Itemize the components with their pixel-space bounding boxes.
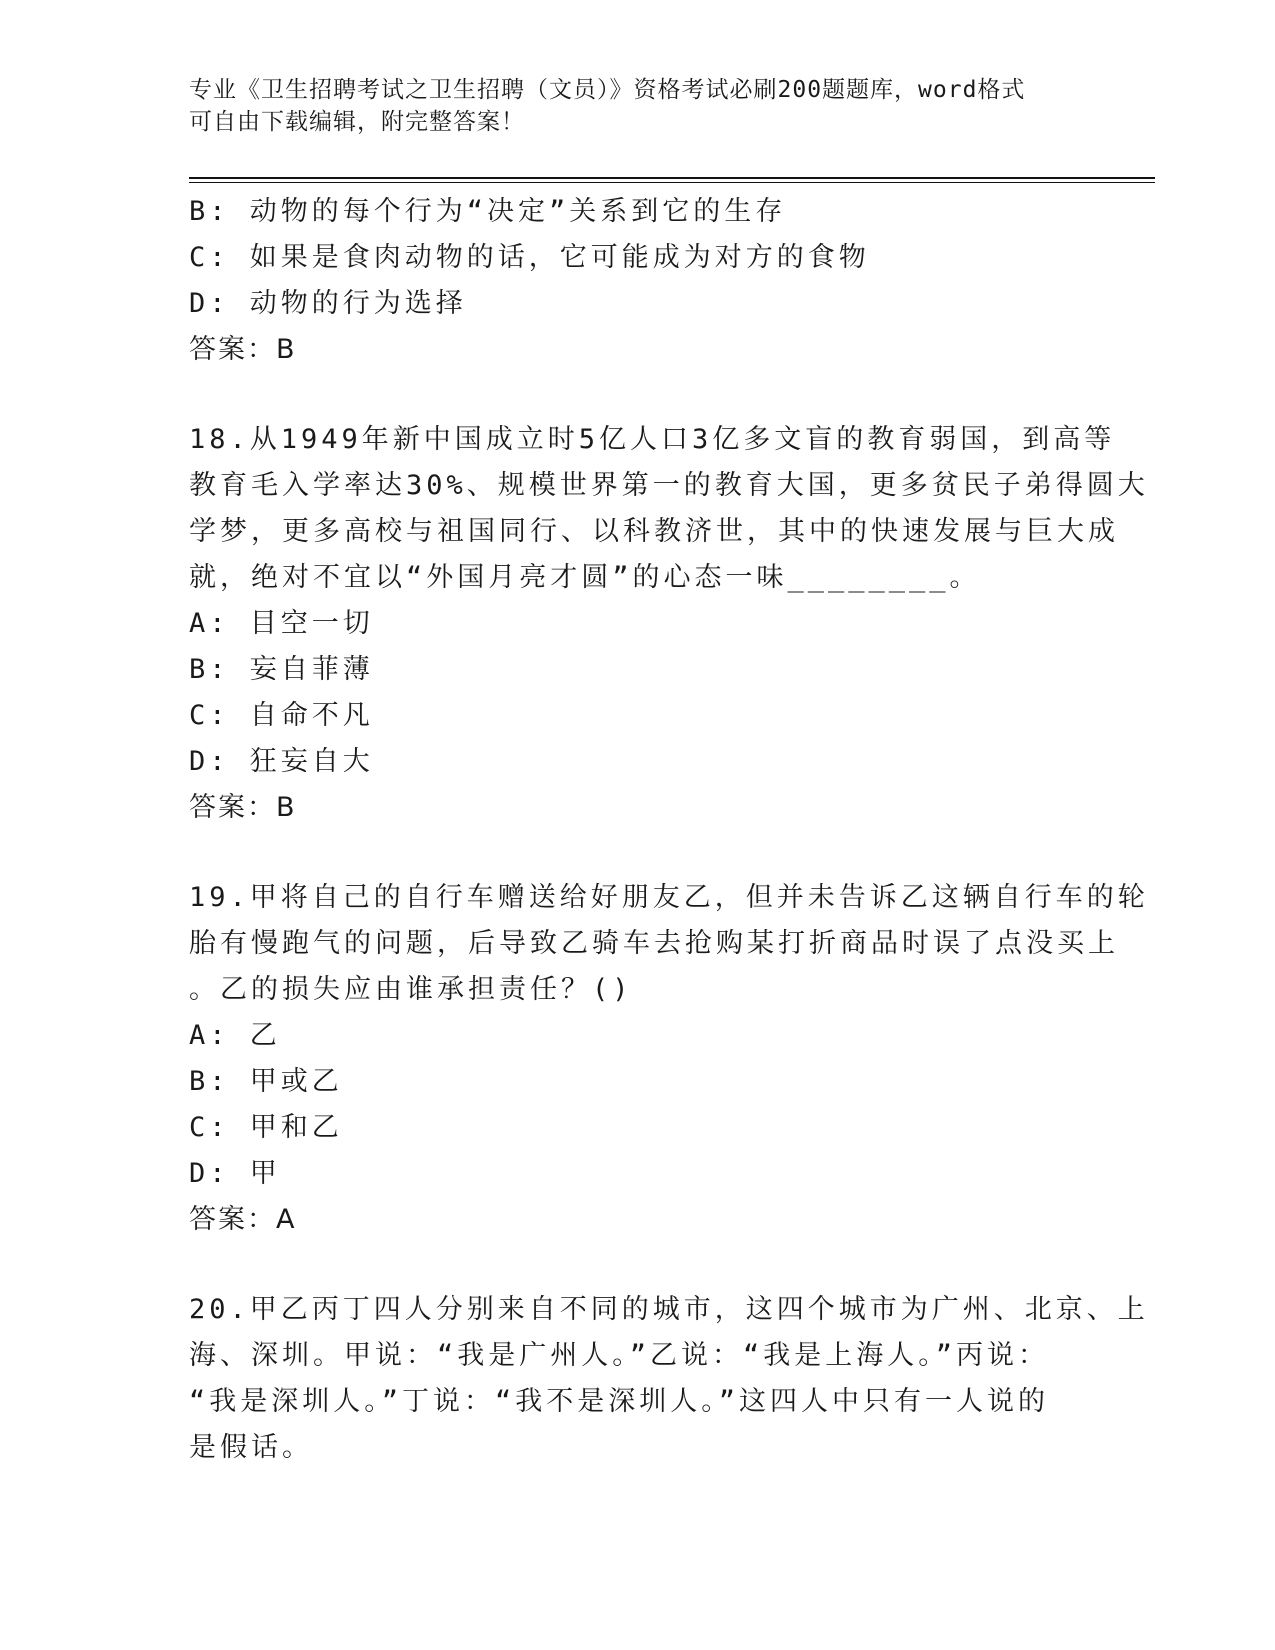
header-title-line-2: 可自由下载编辑，附完整答案！	[189, 109, 525, 135]
spacer	[189, 831, 1089, 875]
spacer	[189, 373, 1089, 417]
q19-option-c: C: 甲和乙	[189, 1112, 343, 1143]
spacer	[189, 1243, 1089, 1287]
q18-option-b: B: 妄自菲薄	[189, 654, 374, 685]
q18-stem-line-4: 就，绝对不宜以“外国月亮才圆”的心态一味________。	[189, 562, 981, 593]
question-18	[189, 417, 1149, 831]
q18-stem-line-2: 教育毛入学率达30%、规模世界第一的教育大国，更多贫民子弟得圆大	[189, 470, 1149, 501]
header-divider-thick	[189, 177, 1155, 179]
q19-stem-line-2: 胎有慢跑气的问题，后导致乙骑车去抢购某打折商品时误了点没买上	[189, 928, 1119, 959]
q19-stem-line-1: 19.甲将自己的自行车赠送给好朋友乙，但并未告诉乙这辆自行车的轮	[189, 882, 1149, 913]
q20-stem-line-1: 20.甲乙丙丁四人分别来自不同的城市，这四个城市为广州、北京、上	[189, 1294, 1149, 1325]
q17-option-d: D: 动物的行为选择	[189, 288, 467, 319]
question-19	[189, 875, 1149, 1243]
q18-option-a: A: 目空一切	[189, 608, 374, 639]
q20-stem-line-4: 是假话。	[189, 1432, 313, 1463]
q19-option-d: D: 甲	[189, 1158, 281, 1189]
question-20	[189, 1287, 1149, 1471]
q18-option-c: C: 自命不凡	[189, 700, 374, 731]
document-header	[189, 74, 1069, 138]
q19-option-a: A: 乙	[189, 1020, 281, 1051]
q18-answer: 答案：B	[189, 792, 297, 823]
q17-option-c: C: 如果是食肉动物的话，它可能成为对方的食物	[189, 242, 870, 273]
question-17-tail	[189, 189, 1089, 373]
q19-stem-line-3: 。乙的损失应由谁承担责任？()	[189, 974, 633, 1005]
header-divider-thin	[189, 182, 1155, 183]
q17-option-b: B: 动物的每个行为“决定”关系到它的生存	[189, 196, 787, 227]
q17-answer: 答案：B	[189, 334, 297, 365]
q20-stem-line-2: 海、深圳。甲说：“我是广州人。”乙说：“我是上海人。”丙说：	[189, 1340, 1050, 1371]
q18-stem-line-1: 18.从1949年新中国成立时5亿人口3亿多文盲的教育弱国，到高等	[189, 424, 1116, 455]
header-title-line-1: 专业《卫生招聘考试之卫生招聘（文员）》资格考试必刷200题题库，word格式	[189, 77, 1026, 103]
document-body	[189, 189, 1149, 1471]
q19-answer: 答案：A	[189, 1204, 297, 1235]
q19-option-b: B: 甲或乙	[189, 1066, 343, 1097]
q18-option-d: D: 狂妄自大	[189, 746, 374, 777]
q20-stem-line-3: “我是深圳人。”丁说：“我不是深圳人。”这四人中只有一人说的	[189, 1386, 1050, 1417]
q18-stem-line-3: 学梦，更多高校与祖国同行、以科教济世，其中的快速发展与巨大成	[189, 516, 1119, 547]
